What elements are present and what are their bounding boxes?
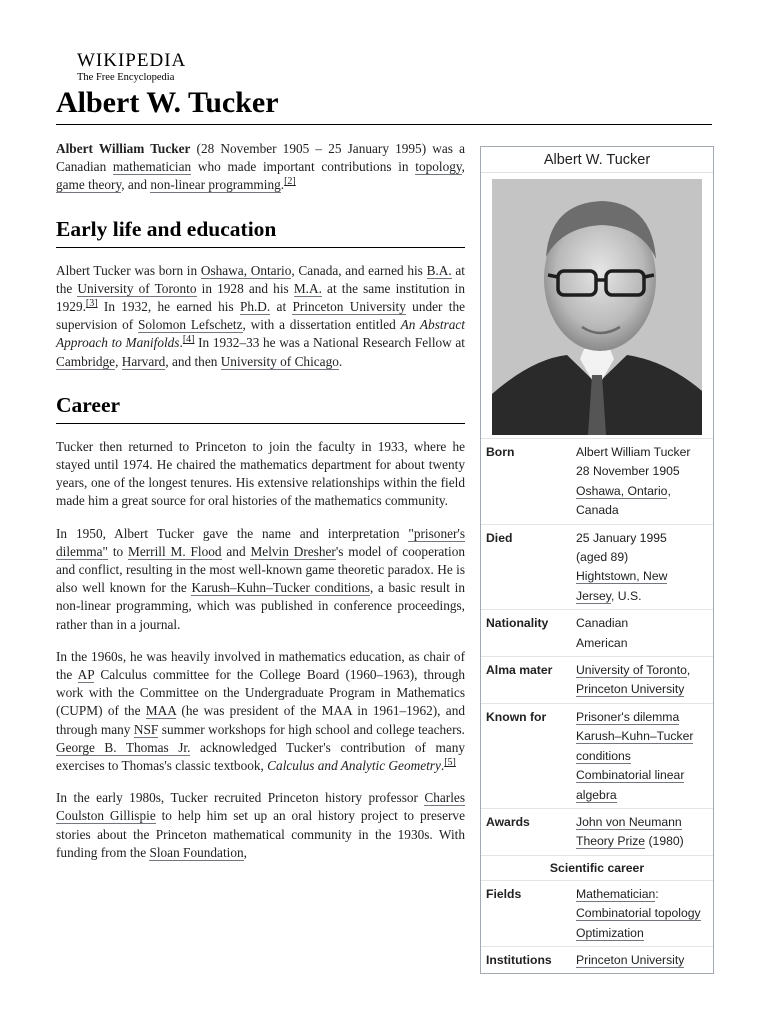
link-combinatorial-linear-algebra[interactable]: Combinatorial linear algebra (576, 768, 685, 802)
textbook-title: Calculus and Analytic Geometry (267, 758, 441, 774)
link-merrill-flood[interactable]: Merrill M. Flood (128, 543, 222, 559)
infobox (480, 146, 714, 974)
text: to help him set up an oral history project to preserve stories about the Princeton mathematical community in the 1930s. With funding from the (56, 808, 465, 860)
link-princeton-university[interactable]: Princeton University (576, 952, 685, 967)
link-mathematician[interactable]: Mathematician (576, 886, 656, 901)
portrait-photo[interactable] (492, 179, 702, 435)
dissertation-title: An Abstract Approach to Manifolds (56, 317, 465, 351)
reference-3 (86, 298, 98, 309)
birth-country: Canada (576, 503, 619, 518)
link-nsf[interactable]: NSF (133, 721, 159, 737)
link-ap[interactable]: AP (77, 667, 95, 683)
award-item (576, 813, 707, 852)
text: In 1932, he earned his (97, 299, 240, 315)
link-melvin-dresher[interactable]: Melvin Dresher (250, 543, 336, 559)
link-von-neumann-prize[interactable]: John von Neumann Theory Prize (576, 814, 682, 849)
title-divider (56, 124, 712, 125)
infobox-label: Known for (486, 709, 547, 724)
link-ba[interactable]: B.A. (426, 262, 452, 278)
nationality-item: Canadian (576, 616, 629, 631)
infobox-value (576, 813, 713, 852)
field-item (576, 904, 707, 923)
link-maa[interactable]: MAA (145, 703, 177, 719)
reference-5 (444, 757, 456, 768)
text: to (107, 543, 129, 559)
link-prisoners-dilemma[interactable]: Prisoner's dilemma (576, 709, 680, 724)
infobox-label: Born (486, 445, 515, 459)
link-george-b-thomas[interactable]: George B. Thomas Jr. (56, 739, 191, 755)
field-item (576, 885, 707, 904)
intro-paragraph (56, 140, 465, 195)
citation-link[interactable]: [2] (284, 176, 296, 188)
text: , and then (165, 353, 221, 369)
text: . (280, 177, 285, 193)
link-prisoners-dilemma[interactable]: "prisoner's dilemma" (56, 525, 465, 559)
subject-name: Albert William Tucker (56, 141, 191, 156)
link-university-of-chicago[interactable]: University of Chicago (220, 353, 339, 369)
text: , U.S. (611, 588, 642, 603)
link-princeton-university[interactable]: Princeton University (576, 682, 685, 697)
link-non-linear-programming[interactable]: non-linear programming (150, 177, 281, 193)
link-kkt-conditions[interactable]: Karush–Kuhn–Tucker conditions (576, 729, 694, 763)
text: acknowledged Tucker's contribution of many exercises to Thomas's classic textbook, (56, 739, 465, 774)
infobox-value (576, 708, 713, 805)
text: , (115, 353, 122, 369)
infobox-row-born (481, 438, 713, 524)
text: , Canada, and earned his (291, 262, 427, 278)
text: and (221, 543, 251, 559)
text: Calculus committee for the College Board (1960–1963), through work with the Committee on the Undergraduate Program in Mathematics (CUPM) of the (56, 667, 466, 719)
text: In 1950, Albert Tucker gave the name and interpretation (56, 525, 409, 541)
reference-2 (284, 176, 296, 187)
article-body (56, 140, 465, 876)
infobox-row-fields (481, 880, 713, 946)
link-mathematician[interactable]: mathematician (112, 159, 192, 175)
infobox-row-awards (481, 808, 713, 855)
infobox-value (576, 529, 713, 607)
text: at (270, 299, 293, 315)
link-sloan-foundation[interactable]: Sloan Foundation (149, 844, 244, 860)
death-date: 25 January 1995 (576, 530, 667, 545)
section-heading-early-life: Early life and education (56, 215, 465, 248)
text: Albert Tucker was born in (56, 262, 201, 278)
birth-place (576, 482, 707, 501)
text: , (461, 159, 465, 175)
link-ma[interactable]: M.A. (293, 280, 322, 296)
birth-date: 28 November 1905 (576, 464, 680, 479)
logo-tagline: The Free Encyclopedia (77, 72, 175, 83)
infobox-value (576, 951, 713, 970)
infobox-row-died (481, 524, 713, 610)
text: In the early 1980s, Tucker recruited Princeton history professor (56, 790, 425, 806)
text: (he was president of the MAA in 1961–1962), and through many (56, 703, 466, 737)
link-topology[interactable]: topology (415, 159, 462, 175)
text: , with a dissertation entitled (242, 317, 401, 333)
link-combinatorial-topology[interactable]: Combinatorial topology (576, 906, 701, 921)
text: 's model of cooperation and conflict, resulting in the most well-known game theoretic paradox. He is also well known for the (56, 543, 465, 596)
citation-link[interactable]: [3] (85, 298, 98, 310)
infobox-row-known-for (481, 703, 713, 808)
text: , (686, 663, 691, 678)
known-for-item (576, 727, 707, 766)
text: : (655, 886, 659, 901)
infobox-title: Albert W. Tucker (481, 147, 713, 173)
text: In 1932–33 he was a National Research Fellow at (194, 335, 465, 351)
career-paragraph-4 (56, 789, 465, 862)
link-princeton-university[interactable]: Princeton University (292, 299, 406, 315)
infobox-label: Died (486, 530, 513, 545)
link-university-of-toronto[interactable]: University of Toronto (77, 280, 197, 296)
career-paragraph-2 (56, 525, 465, 634)
institution-item (576, 951, 707, 970)
text: . (338, 353, 343, 369)
text: summer workshops for high school and college teachers. (158, 721, 465, 737)
link-university-of-toronto[interactable]: University of Toronto (576, 663, 687, 678)
page-title: Albert W. Tucker (56, 86, 279, 119)
link-optimization[interactable]: Optimization (576, 925, 644, 940)
infobox-label: Fields (486, 886, 522, 901)
infobox-label: Alma mater (486, 663, 553, 678)
link-oshawa[interactable]: Oshawa, Ontario (200, 262, 292, 278)
career-paragraph-3 (56, 648, 465, 775)
infobox-row-nationality (481, 609, 713, 656)
link-hightstown[interactable]: Hightstown, New Jersey (576, 569, 668, 603)
text: , a basic result in non-linear programming, which was published in conference proceedings, rather than in a journal. (56, 580, 465, 632)
infobox-value (576, 885, 713, 943)
portrait-illustration (492, 179, 702, 435)
text: , (667, 483, 671, 498)
text: , and (121, 177, 151, 193)
text: (1980) (645, 834, 684, 849)
known-for-item (576, 766, 707, 805)
infobox-section-header: Scientific career (481, 855, 713, 880)
citation-link[interactable]: [5] (444, 757, 456, 769)
early-life-paragraph (56, 262, 465, 371)
link-kkt-conditions[interactable]: Karush–Kuhn–Tucker conditions (191, 580, 370, 596)
text: In the 1960s, he was heavily involved in mathematics education, as chair of the (56, 648, 465, 683)
link-charles-gillispie[interactable]: Charles Coulston Gillispie (56, 790, 465, 824)
infobox-label: Awards (486, 814, 530, 829)
text: in 1928 and his (196, 280, 294, 296)
career-paragraph-1: Tucker then returned to Princeton to join the faculty in 1933, where he stayed until 1974. He chaired the mathematics department for about twenty years, one of the longest tenures. His extensive relationships within the field made him a great source for oral histories of the mathematics community. (56, 438, 465, 509)
text: at the same institution in 1929. (56, 280, 465, 315)
infobox-row-institutions (481, 946, 713, 973)
infobox-label: Institutions (486, 952, 552, 967)
nationality-item: American (576, 635, 628, 650)
link-solomon-lefschetz[interactable]: Solomon Lefschetz (138, 317, 243, 333)
link-game-theory[interactable]: game theory (56, 177, 122, 193)
link-cambridge[interactable]: Cambridge (56, 353, 116, 369)
infobox-value (576, 443, 713, 521)
infobox-label: Nationality (486, 616, 549, 631)
birth-name: Albert William Tucker (576, 445, 691, 459)
infobox-value (576, 661, 713, 700)
text: . (440, 758, 445, 774)
citation-link[interactable]: [4] (182, 334, 195, 346)
text: , (243, 844, 247, 860)
text: . (179, 335, 183, 351)
text: under the supervision of (56, 299, 465, 333)
alma-mater-item (576, 680, 707, 699)
text: at the (56, 262, 465, 296)
infobox-row-alma-mater (481, 656, 713, 703)
link-phd[interactable]: Ph.D. (239, 299, 271, 315)
reference-4 (183, 334, 195, 345)
death-place (576, 567, 707, 606)
death-age: (aged 89) (576, 550, 629, 565)
infobox-value (576, 614, 713, 653)
link-oshawa[interactable]: Oshawa, Ontario (576, 483, 668, 498)
text: who made important contributions in (191, 159, 416, 175)
logo-wordmark: WIKIPEDIA (77, 50, 187, 71)
link-harvard[interactable]: Harvard (121, 353, 166, 369)
alma-mater-item (576, 661, 707, 680)
wikipedia-logo[interactable] (77, 51, 186, 84)
section-heading-career: Career (56, 391, 465, 424)
known-for-item (576, 708, 707, 727)
field-item (576, 924, 707, 943)
text: (28 November 1905 – 25 January 1995) was a Canadian (56, 141, 465, 175)
